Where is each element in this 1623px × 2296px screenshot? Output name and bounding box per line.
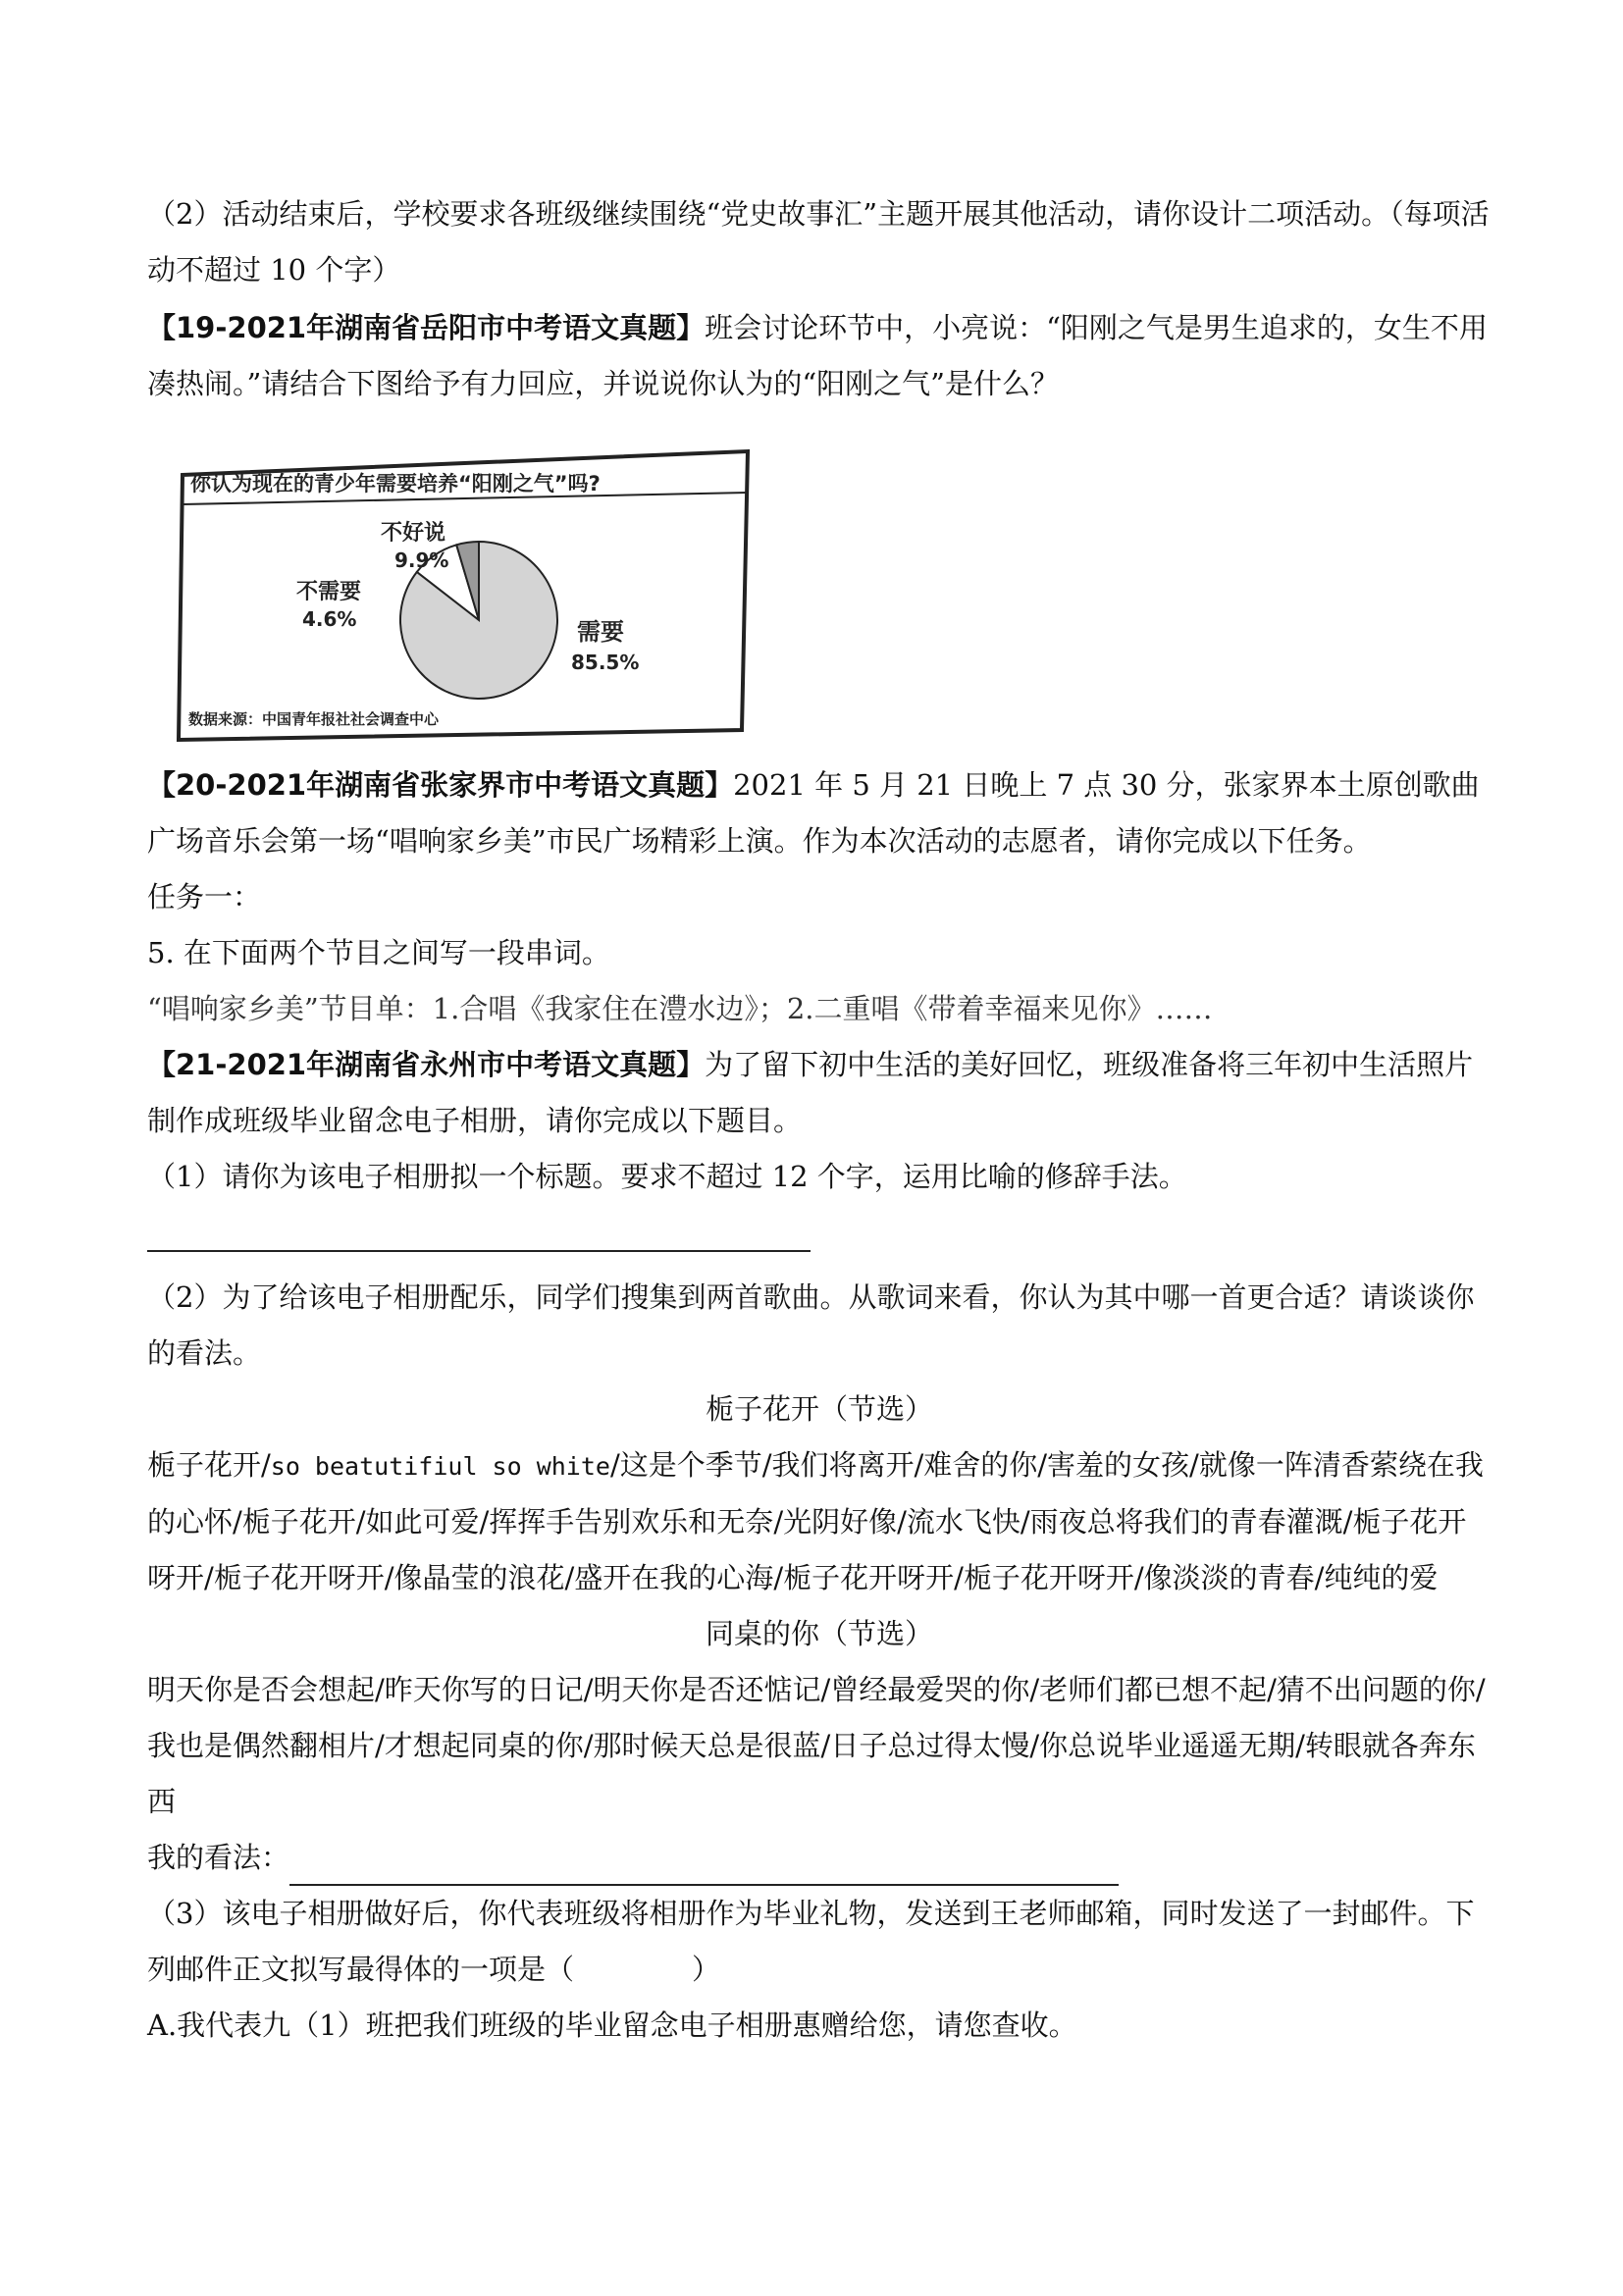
question-21 xyxy=(147,1037,1492,1149)
song-1-title: 栀子花开（节选） xyxy=(705,1392,933,1426)
pie-chart-svg xyxy=(167,424,756,748)
song-1-lyrics-start: 栀子花开/ xyxy=(147,1448,271,1482)
chart-title: 你认为现在的青少年需要培养“阳刚之气”吗? xyxy=(190,472,601,496)
question-21-part-2: （2）为了给该电子相册配乐，同学们搜集到两首歌曲。从歌词来看，你认为其中哪一首更合适？请谈谈你的看法。 xyxy=(147,1280,1475,1370)
option-a: A.我代表九（1）班把我们班级的毕业留念电子相册惠赠给您，请您查收。 xyxy=(147,2009,1077,2042)
task-one: 任务一： xyxy=(147,880,262,913)
question-19-body: 班会讨论环节中，小亮说：“阳刚之气是男生追求的，女生不用凑热闹。”请结合下图给予有力回应，并说说你认为的“阳刚之气”是什么？ xyxy=(147,311,1488,400)
question-19-heading: 【19-2021年湖南省岳阳市中考语文真题】 xyxy=(147,311,706,344)
slice-value-unsure: 9.9% xyxy=(394,548,449,572)
paragraph-activity-design: （2）活动结束后，学校要求各班级继续围绕“党史故事汇”主题开展其他活动，请你设计二项活动。（每项活动不超过 10 个字） xyxy=(147,197,1490,287)
slice-label-yes: 需要 xyxy=(577,618,624,646)
question-21-body: 为了留下初中生活的美好回忆，班级准备将三年初中生活照片制作成班级毕业留念电子相册，请你完成以下题目。 xyxy=(147,1048,1474,1137)
question-20-body: 2021 年 5 月 21 日晚上 7 点 30 分，张家界本土原创歌曲广场音乐会第一场“唱响家乡美”市民广场精彩上演。作为本次活动的志愿者，请你完成以下任务。 xyxy=(147,768,1480,858)
song-2-lyrics: 明天你是否会想起/昨天你写的日记/明天你是否还惦记/曾经最爱哭的你/老师们都已想不起/猜不出问题的你/我也是偶然翻相片/才想起同桌的你/那时候天总是很蓝/日子总过得太慢/你总说毕业遥遥无期/转眼就各奔东西 xyxy=(147,1673,1486,1818)
song-2-title: 同桌的你（节选） xyxy=(705,1617,933,1650)
my-view-label: 我的看法： xyxy=(147,1841,290,1874)
slice-value-no: 4.6% xyxy=(302,607,357,631)
my-view-row xyxy=(147,1830,1492,1886)
question-21-heading: 【21-2021年湖南省永州市中考语文真题】 xyxy=(147,1048,706,1081)
slice-value-yes: 85.5% xyxy=(571,651,640,674)
song-1-lyrics xyxy=(147,1437,1492,1606)
program-list: “唱响家乡美”节目单：1.合唱《我家住在澧水边》；2.二重唱《带着幸福来见你》…… xyxy=(147,992,1213,1025)
title-answer-line[interactable] xyxy=(147,1211,811,1252)
slice-label-no: 不需要 xyxy=(296,580,362,604)
question-20-heading: 【20-2021年湖南省张家界市中考语文真题】 xyxy=(147,768,734,802)
song-1-lyrics-rest: /这是个季节/我们将离开/难舍的你/害羞的女孩/就像一阵清香萦绕在我的心怀/栀子花开/如此可爱/挥挥手告别欢乐和无奈/光阴好像/流水飞快/雨夜总将我们的青春灌溉/栀子花开呀开/栀子花开呀开/像晶莹的浪花/盛开在我的心海/栀子花开呀开/栀子花开呀开/像淡淡的青春/纯纯的爱 xyxy=(147,1448,1484,1594)
question-20 xyxy=(147,757,1492,869)
item-five: 5. 在下面两个节目之间写一段串词。 xyxy=(147,936,610,969)
document-page xyxy=(147,186,1492,2054)
slice-label-unsure: 不好说 xyxy=(381,521,446,546)
my-view-answer-line[interactable] xyxy=(289,1854,1119,1886)
question-21-part-3-text: （3）该电子相册做好后，你代表班级将相册作为毕业礼物，发送到王老师邮箱，同时发送了一封邮件。下列邮件正文拟写最得体的一项是（ xyxy=(147,1897,1475,1986)
song-1-english-phrase: so beatutifiul so white xyxy=(270,1452,610,1481)
question-19 xyxy=(147,300,1492,412)
question-21-part-3-close: ） xyxy=(692,1953,721,1986)
survey-pie-chart xyxy=(167,424,756,748)
question-21-part-3 xyxy=(147,1886,1492,1998)
question-21-part-1: （1）请你为该电子相册拟一个标题。要求不超过 12 个字，运用比喻的修辞手法。 xyxy=(147,1160,1187,1193)
chart-source: 数据来源：中国青年报社社会调查中心 xyxy=(188,710,440,728)
